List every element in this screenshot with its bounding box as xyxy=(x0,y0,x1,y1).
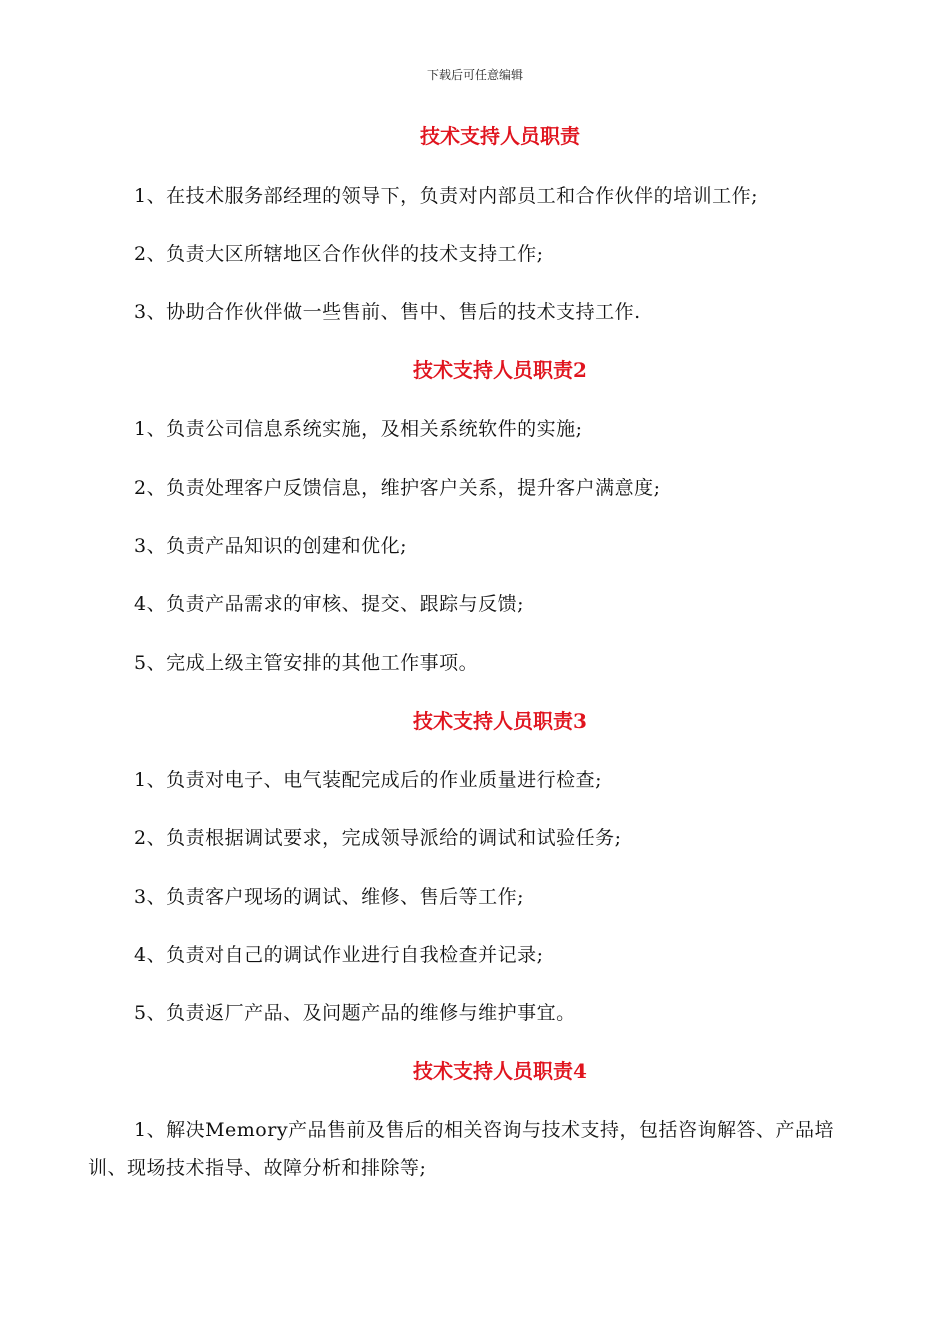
section-title: 技术支持人员职责2 xyxy=(413,358,587,382)
section-title: 技术支持人员职责 xyxy=(420,124,580,148)
list-item: 4、负责对自己的调试作业进行自我检查并记录; xyxy=(134,944,544,966)
list-item: 3、负责产品知识的创建和优化; xyxy=(134,535,407,557)
list-item: 4、负责产品需求的审核、提交、跟踪与反馈; xyxy=(134,593,524,615)
list-item: 1、负责对电子、电气装配完成后的作业质量进行检查; xyxy=(134,769,602,791)
list-item: 2、负责大区所辖地区合作伙伴的技术支持工作; xyxy=(134,243,544,265)
list-item: 3、负责客户现场的调试、维修、售后等工作; xyxy=(134,886,524,908)
list-item: 2、负责处理客户反馈信息，维护客户关系，提升客户满意度; xyxy=(134,477,661,499)
page-header: 下载后可任意编辑 xyxy=(426,68,523,82)
list-item: 1、解决Memory产品售前及售后的相关咨询与技术支持，包括咨询解答、产品培训、现场技术指导、故障分析和排除等; xyxy=(88,1119,835,1179)
section-title: 技术支持人员职责4 xyxy=(413,1059,587,1083)
list-item: 5、负责返厂产品、及问题产品的维修与维护事宜。 xyxy=(134,1002,576,1024)
list-item: 1、负责公司信息系统实施，及相关系统软件的实施; xyxy=(134,418,583,440)
list-item: 3、协助合作伙伴做一些售前、售中、售后的技术支持工作. xyxy=(134,301,641,323)
list-item: 5、完成上级主管安排的其他工作事项。 xyxy=(134,652,479,674)
section-title: 技术支持人员职责3 xyxy=(413,709,587,733)
list-item: 2、负责根据调试要求，完成领导派给的调试和试验任务; xyxy=(134,827,622,849)
list-item: 1、在技术服务部经理的领导下，负责对内部员工和合作伙伴的培训工作; xyxy=(134,185,758,207)
